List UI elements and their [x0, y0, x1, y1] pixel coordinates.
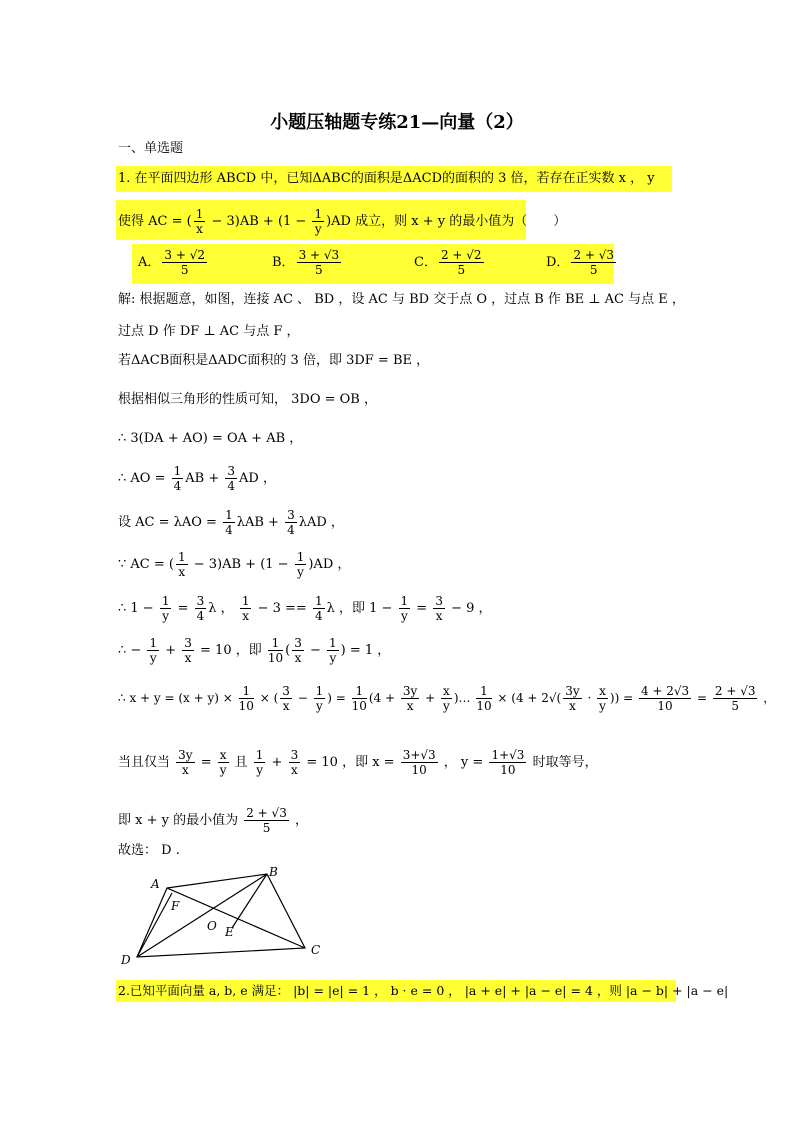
section-heading: 一、单选题 — [118, 141, 184, 156]
segment-be — [232, 874, 267, 928]
label-e: E — [225, 925, 234, 939]
solution-line-5: ∴ 3(DA + AO) = OA + AB ， — [118, 431, 303, 446]
solution-line-12: 当且仅当 $\frac{3y}{x}$ = $\frac{x}{y}$ 且 $\frac{1}{y}$ + $\frac{3}{x}$ = 10 ，即 x = $\frac{3+√3}{10}$ ， y = $\frac{1+√3}{10}$ 时取等号， — [118, 748, 598, 777]
solution-line-11: ∴ x + y = (x + y) × $\frac{1}{10}$ × ( $\frac{3}{x}$ − $\frac{1}{y}$ ) = $\frac{1}{10}$ (4 + $\frac{3y}{x}$ + $\frac{x}{y}$ )… $\frac{1}{10}$ × (4 + 2√( $\frac{3y}{x}$ · $\frac{x}{y}$ )) = $\frac{4 + 2√3}{10}$ = $\frac{2 + √3}{5}$ ， — [118, 684, 776, 713]
option-c[interactable]: C． $\frac{2 + √2}{5}$ — [414, 248, 482, 277]
label-o: O — [207, 919, 217, 933]
q1-line1: 1. 在平面四边形 ABCD 中，已知ΔABC的面积是ΔACD的面积的 3 倍，若存在正实数 x ， y — [118, 171, 655, 186]
solution-line-14: 故选： D . — [118, 843, 180, 858]
quadrilateral-figure — [115, 862, 335, 972]
solution-line-9: ∴ 1 − $\frac{1}{y}$ = $\frac{3}{4}$ λ ， $\frac{1}{x}$ − 3 == $\frac{1}{4}$ λ ，即 1 − $\frac{1}{y}$ = $\frac{3}{x}$ − 9 ， — [118, 594, 492, 623]
label-c: C — [311, 943, 321, 957]
q1-line2: 使得 AC = ( $\frac{1}{x}$ − 3)AB + (1 − $\frac{1}{y}$ )AD 成立，则 x + y 的最小值为（ ） — [118, 207, 567, 236]
solution-line-13: 即 x + y 的最小值为 $\frac{2 + √3}{5}$ ， — [118, 806, 308, 835]
page-title: 小题压轴题专练21—向量（2） — [270, 112, 524, 133]
label-b: B — [269, 865, 278, 879]
label-d: D — [121, 953, 131, 967]
diagonal-ac — [167, 888, 305, 948]
quadrilateral-abcd — [137, 874, 305, 957]
solution-line-10: ∴ − $\frac{1}{y}$ + $\frac{3}{x}$ = 10 ，即 $\frac{1}{10}$ ( $\frac{3}{x}$ − $\frac{1}{y}$ ) = 1 ， — [118, 636, 391, 665]
option-b[interactable]: B． $\frac{3 + √3}{5}$ — [272, 248, 340, 277]
solution-line-4: 根据相似三角形的性质可知， 3DO = OB ， — [118, 392, 377, 407]
label-f: F — [171, 899, 180, 913]
solution-line-6: ∴ AO = $\frac{1}{4}$ AB + $\frac{3}{4}$ AD ， — [118, 464, 276, 493]
solution-line-7: 设 AC = λAO = $\frac{1}{4}$ λAB + $\frac{3}{4}$ λAD ， — [118, 508, 344, 537]
segment-df — [137, 893, 172, 957]
q2-line: 2.已知平面向量 a, b, e 满足： |b| = |e| = 1 ， b · e = 0 ， |a + e| + |a − e| = 4 ，则 |a − b| + |a − e| — [118, 983, 729, 998]
label-a: A — [151, 877, 160, 891]
solution-line-2: 过点 D 作 DF ⊥ AC 与点 F ， — [118, 324, 300, 339]
option-d[interactable]: D． $\frac{2 + √3}{5}$ — [546, 248, 615, 277]
solution-line-8: ∵ AC = ( $\frac{1}{x}$ − 3)AB + (1 − $\frac{1}{y}$ )AD ， — [118, 550, 351, 579]
solution-line-1: 解: 根据题意，如图，连接 AC 、 BD ，设 AC 与 BD 交于点 O ，过点 B 作 BE ⊥ AC 与点 E ， — [118, 292, 685, 307]
solution-line-3: 若ΔACB面积是ΔADC面积的 3 倍，即 3DF = BE ， — [118, 353, 430, 368]
option-a[interactable]: A． $\frac{3 + √2}{5}$ — [138, 248, 205, 277]
